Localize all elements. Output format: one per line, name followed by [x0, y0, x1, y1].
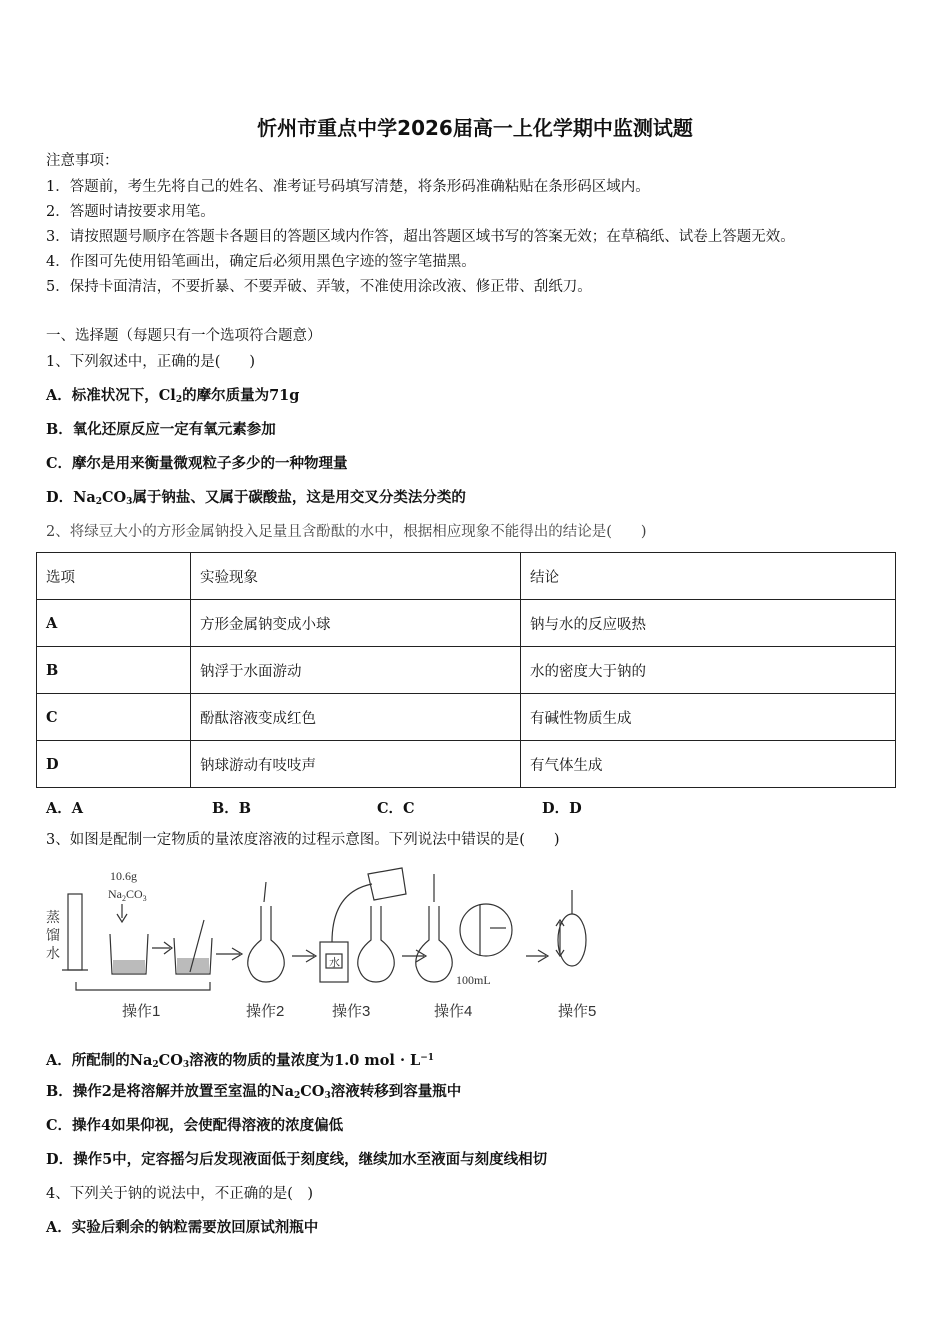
- subscript: 3: [324, 1091, 331, 1101]
- table-cell: B: [37, 647, 191, 694]
- q2-option-a: A．A: [46, 800, 84, 817]
- arrow-5: [526, 950, 548, 962]
- arrow-4: [402, 950, 426, 962]
- superscript: −1: [420, 1053, 435, 1063]
- table-cell: A: [37, 600, 191, 647]
- beaker-1-solution: [113, 960, 145, 973]
- pouring-beaker: [368, 868, 406, 900]
- notice-item: 3．请按照题号顺序在答题卡各题目的答题区域内作答，超出答题区域书写的答案无效；在草稿纸、试卷上答题无效。: [46, 229, 795, 245]
- table-header-row: [37, 553, 896, 600]
- notice-item: 5．保持卡面清洁，不要折暴、不要弄破、弄皱，不准使用涂改液、修正带、刮纸刀。: [46, 279, 592, 295]
- volume-label: 100mL: [456, 973, 491, 987]
- q2-option-c: C．C: [377, 800, 415, 817]
- table-cell: 有碱性物质生成: [521, 694, 896, 741]
- q1-stem: 1、下列叙述中，正确的是( ): [46, 354, 256, 370]
- text-part: CO: [102, 489, 127, 506]
- table-cell: 钠与水的反应吸热: [521, 600, 896, 647]
- volumetric-flask-2: [248, 906, 284, 982]
- q3-option-d: D．操作5中，定容摇匀后发现液面低于刻度线，继续加水至液面与刻度线相切: [46, 1151, 548, 1168]
- table-cell: 钠浮于水面游动: [191, 647, 521, 694]
- table-row: [37, 600, 896, 647]
- arrow-2: [216, 948, 242, 960]
- water-label-1: 蒸: [46, 911, 60, 926]
- subscript: 2: [294, 1091, 301, 1101]
- table-cell: C: [37, 694, 191, 741]
- subscript: 2: [122, 894, 126, 903]
- subscript: 3: [126, 497, 133, 507]
- text-part: 属于钠盐、又属于碳酸盐，这是用交叉分类法分类的: [132, 489, 466, 506]
- down-arrow: [117, 904, 127, 922]
- text-part: B．操作2是将溶解并放置至室温的Na: [46, 1083, 294, 1100]
- q2-stem: 2、将绿豆大小的方形金属钠投入足量且含酚酞的水中，根据相应现象不能得出的结论是( ): [46, 524, 647, 540]
- step-label: 操作4: [434, 1003, 473, 1020]
- q2-option-b: B．B: [212, 800, 252, 817]
- q4-option-a: A．实验后剩余的钠粒需要放回原试剂瓶中: [46, 1219, 319, 1236]
- text-part: 溶液转移到容量瓶中: [330, 1083, 462, 1100]
- table-row: [37, 741, 896, 788]
- table-row: [37, 694, 896, 741]
- q2-option-d: D．D: [542, 800, 582, 817]
- table-cell: 有气体生成: [521, 741, 896, 788]
- table-cell: 方形金属钠变成小球: [191, 600, 521, 647]
- subscript: 2: [152, 1060, 159, 1070]
- shake-arrow: [556, 920, 564, 956]
- magnified-view: [460, 904, 512, 956]
- compound-label: [108, 887, 147, 903]
- subscript: 3: [182, 1060, 190, 1070]
- page-title: 忻州市重点中学2026届高一上化学期中监测试题: [257, 116, 693, 140]
- header-cell: 实验现象: [191, 553, 521, 600]
- q3-option-a: [46, 1049, 434, 1074]
- arrow-3: [292, 950, 316, 962]
- notice-heading: 注意事项：: [46, 153, 119, 169]
- subscript: 3: [142, 894, 147, 903]
- step-label: 操作3: [332, 1003, 371, 1020]
- q3-option-b: [46, 1083, 461, 1105]
- table-cell: D: [37, 741, 191, 788]
- q1-option-d: [46, 489, 466, 511]
- q4-stem: 4、下列关于钠的说法中，不正确的是( ): [46, 1186, 314, 1202]
- pour-curve: [332, 884, 372, 942]
- text-part: CO: [158, 1052, 183, 1069]
- glass-rod-2: [264, 882, 266, 902]
- step-label: 操作1: [122, 1003, 161, 1020]
- table-row: [37, 647, 896, 694]
- subscript: 2: [95, 497, 102, 507]
- text-part: CO: [126, 887, 143, 901]
- notice-item: 4．作图可先使用铅笔画出，确定后必须用黑色字迹的签字笔描黑。: [46, 254, 476, 270]
- q1-option-c: C．摩尔是用来衡量微观粒子多少的一种物理量: [46, 455, 348, 472]
- table-cell: 水的密度大于钠的: [521, 647, 896, 694]
- operation-1-bracket: [76, 982, 210, 990]
- q1-option-a: [46, 387, 299, 409]
- text-part: 的摩尔质量为71g: [182, 387, 300, 404]
- water-label-2: 馏: [46, 929, 60, 944]
- mass-label: 10.6g: [110, 869, 137, 883]
- q1-option-b: B．氧化还原反应一定有氧元素参加: [46, 421, 276, 438]
- arrow-1: [152, 942, 172, 954]
- text-part: 溶液的物质的量浓度为1.0 mol · L: [189, 1052, 421, 1069]
- volumetric-flask-3: [358, 906, 394, 982]
- table-cell: 酚酞溶液变成红色: [191, 694, 521, 741]
- header-cell: 选项: [37, 553, 191, 600]
- text-part: A．所配制的Na: [46, 1052, 153, 1069]
- notice-item: 1．答题前，考生先将自己的姓名、准考证号码填写清楚，将条形码准确粘贴在条形码区域内。: [46, 179, 650, 195]
- text-part: Na: [108, 887, 122, 901]
- graduated-cylinder: [68, 894, 82, 970]
- notice-item: 2．答题时请按要求用笔。: [46, 204, 215, 220]
- solution-preparation-figure: [42, 862, 622, 1032]
- section-heading: 一、选择题（每题只有一个选项符合题意）: [46, 328, 322, 344]
- text-part: A．标准状况下，Cl: [46, 387, 176, 404]
- shaking-flask: [558, 914, 586, 966]
- q3-option-c: C．操作4如果仰视，会使配得溶液的浓度偏低: [46, 1117, 344, 1134]
- wash-bottle-label: 水: [329, 957, 340, 969]
- text-part: D．Na: [46, 489, 96, 506]
- header-cell: 结论: [521, 553, 896, 600]
- q2-table: [36, 552, 896, 788]
- step-label: 操作5: [558, 1003, 597, 1020]
- table-cell: 钠球游动有吱吱声: [191, 741, 521, 788]
- subscript: 2: [175, 395, 183, 405]
- step-label: 操作2: [246, 1003, 285, 1020]
- volumetric-flask-4: [416, 906, 452, 982]
- water-label-3: 水: [46, 947, 60, 962]
- text-part: CO: [300, 1083, 325, 1100]
- q3-stem: 3、如图是配制一定物质的量浓度溶液的过程示意图。下列说法中错误的是( ): [46, 832, 560, 848]
